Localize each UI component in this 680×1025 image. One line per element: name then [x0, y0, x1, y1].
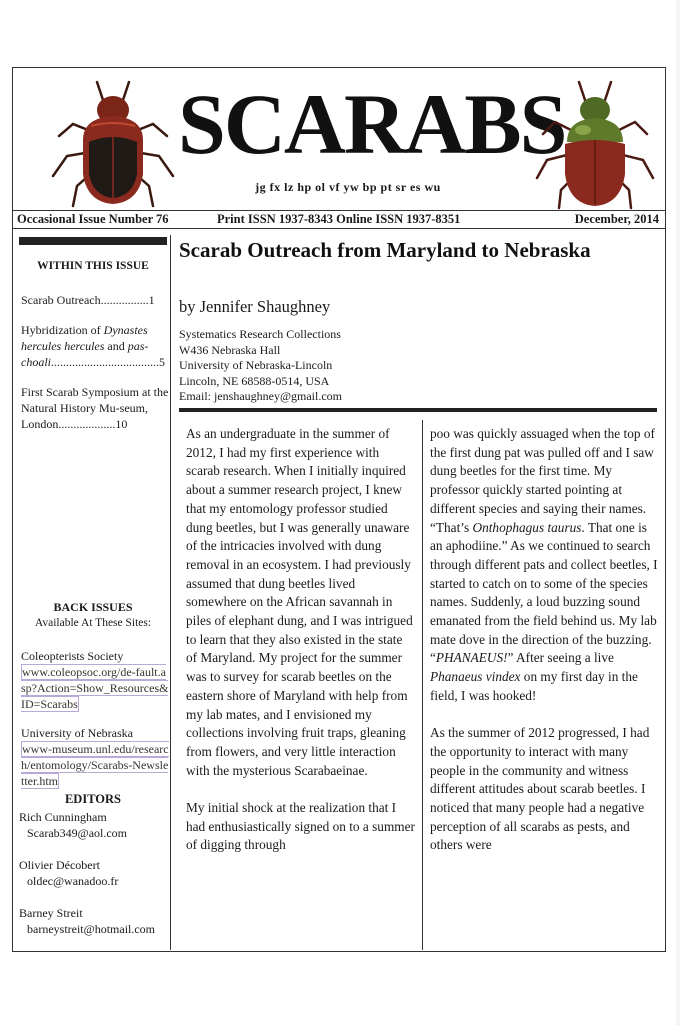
species-name: PHANAEUS! [435, 650, 508, 666]
issn-line: Print ISSN 1937-8343 Online ISSN 1937-8351 [217, 212, 461, 226]
sidebar-top-bar [19, 237, 167, 245]
column-divider [422, 420, 423, 950]
toc-item-symposium[interactable]: First Scarab Symposium at the Natural History Mu-seum, London...................10 [21, 385, 169, 431]
issue-date: December, 2014 [574, 212, 659, 226]
within-issue-heading: WITHIN THIS ISSUE [37, 260, 149, 272]
green-scarab-beetle-icon [525, 70, 665, 210]
back-issues-heading: BACK ISSUES [53, 600, 133, 614]
text-run: ” After seeing a live [507, 650, 614, 666]
editor1-name: Rich Cunningham [19, 810, 107, 824]
article-title: Scarab Outreach from Maryland to Nebraska [179, 238, 591, 262]
paragraph: As the summer of 2012 progressed, I had the opportunity to interact with many people in the community and witness different attitudes about scarab beetles. I noticed that many people had a negative perception of all scarabs as pests, and others were [430, 725, 650, 853]
article-header-rule [179, 408, 657, 412]
editor2-name: Olivier Décobert [19, 858, 100, 872]
masthead-subtitle-glyphs: jg fx lz hp ol vf yw bp pt sr es wu [255, 180, 441, 194]
species-name: Phanaeus vindex [430, 669, 521, 685]
article-byline: by Jennifer Shaughney [179, 297, 331, 316]
affiliation-line: University of Nebraska-Lincoln [179, 358, 333, 372]
editor1-email[interactable]: Scarab349@aol.com [27, 826, 128, 840]
toc-text: and [104, 339, 128, 353]
back-issues-subheading: Available At These Sites: [34, 617, 152, 629]
article-column-1 [186, 425, 416, 874]
affiliation-line: Systematics Research Collections [179, 327, 341, 341]
toc-page: ....................................5 [51, 355, 165, 369]
paragraph: As an undergraduate in the summer of 2012, I had my first experience with scarab research. When I initially inquired about a summer research project, I knew that my entomology professor studied dung beetles, but I was generally unaware of the intricacies involved with dung removal in an ecosystem. I had previously assumed that dung beetles lived somewhere on the African savannah in piles of elephant dung, and I was intrigued to learn that they also existed in the state of Maryland. My project for the summer was to survey for scarab beetles on the eastern shore of Maryland with help from my lab mates, and I envisioned my collections involving fruit traps, gleaning from flowers, and very little interaction with the mysterious Scarabaeinae. [186, 426, 413, 778]
sidebar [19, 235, 171, 950]
affiliation-line: W436 Nebraska Hall [179, 342, 281, 357]
editor3-email[interactable]: barneystreit@hotmail.com [27, 922, 156, 936]
toc-species-name: pas-choali [21, 339, 149, 369]
paragraph: My initial shock at the realization that I had enthusiastically signed on to a summer of digging through [186, 800, 415, 853]
text-run: . That one is an aphodiine.” As we continued to search through different pats and collect beetles, I started to catch on to some of the species names. Suddenly, a loud buzzing sound emanated from the field behind us. My lab mate dove in the direction of the buzzing. “ [430, 519, 658, 666]
issue-number: Occasional Issue Number 76 [17, 212, 169, 226]
site1-link[interactable] [21, 664, 169, 712]
toc-text: Hybridization of [21, 323, 104, 337]
editor3-name: Barney Streit [19, 906, 83, 920]
masthead [13, 68, 665, 213]
editor2-email[interactable]: oldec@wanadoo.fr [27, 874, 119, 888]
issue-bar [13, 210, 665, 229]
species-name: Onthophagus taurus [472, 519, 582, 535]
paragraph [430, 425, 660, 706]
masthead-title: SCARABS [178, 76, 566, 172]
site2-name: University of Nebraska [21, 726, 133, 740]
affiliation-line: Lincoln, NE 68588-0514, USA [179, 373, 330, 388]
text-run: poo was quickly assuaged when the top of the first dung pat was pulled off and I saw dung beetles for the first time. My professor quickly started pointing at different species and saying their names. “That’s [430, 426, 655, 535]
text-run: on my first day in the field, I was hooked! [430, 669, 638, 703]
page-edge-shadow [676, 0, 680, 1025]
site2-link[interactable] [21, 741, 169, 789]
toc-item-scarab-outreach[interactable]: Scarab Outreach................1 [21, 293, 155, 307]
site1-url[interactable]: www.coleopsoc.org/de-fault.asp?Action=Show_Resources&ID=Scarabs [21, 665, 169, 711]
red-scarab-beetle-icon [43, 70, 183, 210]
page-frame [12, 67, 666, 952]
author-affiliation [179, 327, 342, 405]
author-email[interactable]: Email: jenshaughney@gmail.com [179, 389, 343, 403]
editors-heading: EDITORS [64, 792, 122, 806]
toc-item-hybridization[interactable] [21, 322, 169, 370]
toc-species-name: Dynastes hercules hercules [21, 323, 148, 353]
article-column-2 [430, 425, 660, 874]
site1-name: Coleopterists Society [21, 649, 124, 663]
site2-url[interactable]: www-museum.unl.edu/research/entomology/Scarabs-Newsletter.htm [21, 742, 169, 788]
